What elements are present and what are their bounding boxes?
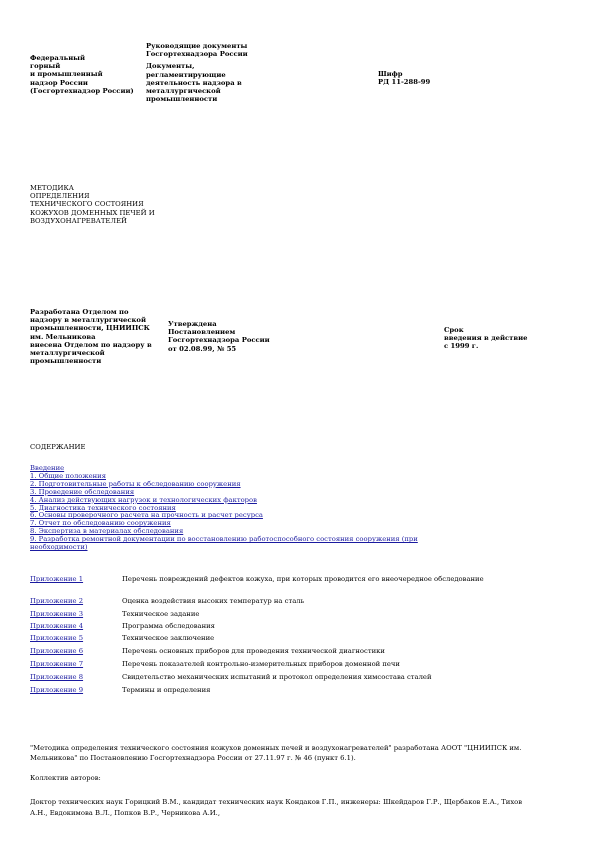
toc-link-section-1[interactable]: 1. Общие положения xyxy=(30,471,106,480)
appendix-description: Перечень повреждений дефектов кожуха, при которых проводится его внеочередное обследование xyxy=(122,575,484,583)
appendix-link-2[interactable]: Приложение 2 xyxy=(30,597,84,605)
development-note xyxy=(30,744,570,763)
toc-link-section-3[interactable]: 3. Проведение обследования xyxy=(30,487,135,496)
approved-line: Постановлением xyxy=(168,328,236,337)
series-line: Документы, xyxy=(146,62,195,71)
appendix-description: Термины и определения xyxy=(122,686,211,694)
developed-line: промышленности, ЦНИИПСК xyxy=(30,324,150,333)
term-line: с 1999 г. xyxy=(444,342,479,351)
toc-link-section-2[interactable]: 2. Подготовительные работы к обследованию сооружения xyxy=(30,479,241,488)
developed-line: промышленности xyxy=(30,357,102,366)
developed-line: внесена Отделом по надзору в xyxy=(30,340,152,349)
appendix-description: Техническое задание xyxy=(122,610,200,618)
appendix-row xyxy=(30,673,570,682)
table-of-contents xyxy=(30,465,450,552)
document-title xyxy=(30,184,190,225)
approved-line: от 02.08.99, № 55 xyxy=(168,344,237,353)
toc-link-section-5[interactable]: 5. Диагностика технического состояния xyxy=(30,503,176,512)
appendix-link-6[interactable]: Приложение 6 xyxy=(30,647,84,655)
appendix-description: Оценка воздействия высоких температур на сталь xyxy=(122,597,305,605)
appendix-row xyxy=(30,622,570,631)
developed-line: им. Мельникова xyxy=(30,332,96,341)
appendix-row xyxy=(30,660,570,669)
appendix-link-3[interactable]: Приложение 3 xyxy=(30,610,84,618)
developed-line: металлургической xyxy=(30,349,105,358)
appendix-row xyxy=(30,610,570,619)
series-line: деятельность надзора в xyxy=(146,78,242,87)
toc-link-section-8[interactable]: 8. Экспертиза в материалах обследования xyxy=(30,527,184,536)
toc-link-section-4[interactable]: 4. Анализ действующих нагрузок и технологических факторов xyxy=(30,495,257,504)
appendix-link-4[interactable]: Приложение 4 xyxy=(30,622,84,630)
appendix-row xyxy=(30,597,570,606)
title-line: ВОЗДУХОНАГРЕВАТЕЛЕЙ xyxy=(30,216,127,225)
note-line: "Методика определения технического состояния кожухов доменных печей и воздухонагревателей" разработана АООТ "ЦНИИПСК им. xyxy=(30,744,522,752)
organization-block xyxy=(30,54,142,95)
appendix-link-5[interactable]: Приложение 5 xyxy=(30,634,84,642)
authors-list xyxy=(30,797,570,818)
org-line: и промышленный xyxy=(30,70,103,79)
title-line: ТЕХНИЧЕСКОГО СОСТОЯНИЯ xyxy=(30,200,144,209)
effective-date-block xyxy=(444,326,554,351)
developed-by-block xyxy=(30,308,162,365)
code-value: РД 11-288-99 xyxy=(378,78,431,87)
title-line: ОПРЕДЕЛЕНИЯ xyxy=(30,192,90,201)
code-label: Шифр xyxy=(378,70,403,78)
document-series-block xyxy=(146,42,266,103)
note-line: Мельникова" по Постановлению Госгортехнадзора России от 27.11.97 г. № 46 (пункт 6.1). xyxy=(30,753,356,762)
org-line: Федеральный xyxy=(30,54,86,62)
appendix-row xyxy=(30,647,570,656)
approved-line: Госгортехнадзора России xyxy=(168,336,270,345)
toc-link-section-7[interactable]: 7. Отчет по обследованию сооружения xyxy=(30,519,171,528)
appendix-link-9[interactable]: Приложение 9 xyxy=(30,686,84,694)
developed-line: Разработана Отделом по xyxy=(30,308,129,316)
appendix-row xyxy=(30,575,570,592)
org-line: горный xyxy=(30,62,61,71)
authors-heading: Коллектив авторов: xyxy=(30,774,101,782)
document-code-block xyxy=(378,70,478,86)
appendix-link-8[interactable]: Приложение 8 xyxy=(30,673,84,681)
toc-link-section-9[interactable]: 9. Разработка ремонтной документации по восстановлению работоспособного состояния сооружения (при необходимости) xyxy=(30,535,418,552)
contents-heading: СОДЕРЖАНИЕ xyxy=(30,443,86,451)
term-line: введения в действие xyxy=(444,334,528,343)
toc-link-introduction[interactable]: Введение xyxy=(30,464,65,472)
toc-link-section-6[interactable]: 6. Основы проверочного расчета на прочность и расчет ресурса xyxy=(30,511,263,520)
series-line: промышленности xyxy=(146,95,218,104)
appendix-description: Перечень основных приборов для проведения технической диагностики xyxy=(122,647,385,655)
title-line: КОЖУХОВ ДОМЕННЫХ ПЕЧЕЙ И xyxy=(30,208,155,217)
appendix-description: Техническое заключение xyxy=(122,634,215,642)
authors-line: А.Н., Евдокимова В.Л., Попков В.Р., Черникова А.И., xyxy=(30,808,220,817)
term-line: Срок xyxy=(444,326,464,334)
authors-line: Доктор технических наук Горицкий В.М., кандидат технических наук Кондаков Г.П., инженеры: Шкейдаров Г.Р., Щербаков Е.А., Тихов xyxy=(30,798,523,806)
org-line: (Госгортехнадзор России) xyxy=(30,86,134,95)
approved-line: Утверждена xyxy=(168,320,217,328)
appendix-link-1[interactable]: Приложение 1 xyxy=(30,575,84,583)
appendix-row xyxy=(30,634,570,643)
approved-block xyxy=(168,320,288,353)
series-line: Руководящие документы xyxy=(146,42,248,50)
org-line: надзор России xyxy=(30,78,88,87)
series-line: металлургической xyxy=(146,87,221,96)
title-line: МЕТОДИКА xyxy=(30,184,74,192)
appendix-description: Свидетельство механических испытаний и протокол определения химсостава сталей xyxy=(122,673,432,681)
appendix-description: Перечень показателей контрольно-измерительных приборов доменной печи xyxy=(122,660,400,668)
series-line: регламентирующие xyxy=(146,70,226,79)
series-line: Госгортехнадзора России xyxy=(146,50,248,59)
appendix-link-7[interactable]: Приложение 7 xyxy=(30,660,84,668)
appendix-row xyxy=(30,686,570,695)
appendix-description: Программа обследования xyxy=(122,622,215,630)
developed-line: надзору в металлургической xyxy=(30,316,146,325)
